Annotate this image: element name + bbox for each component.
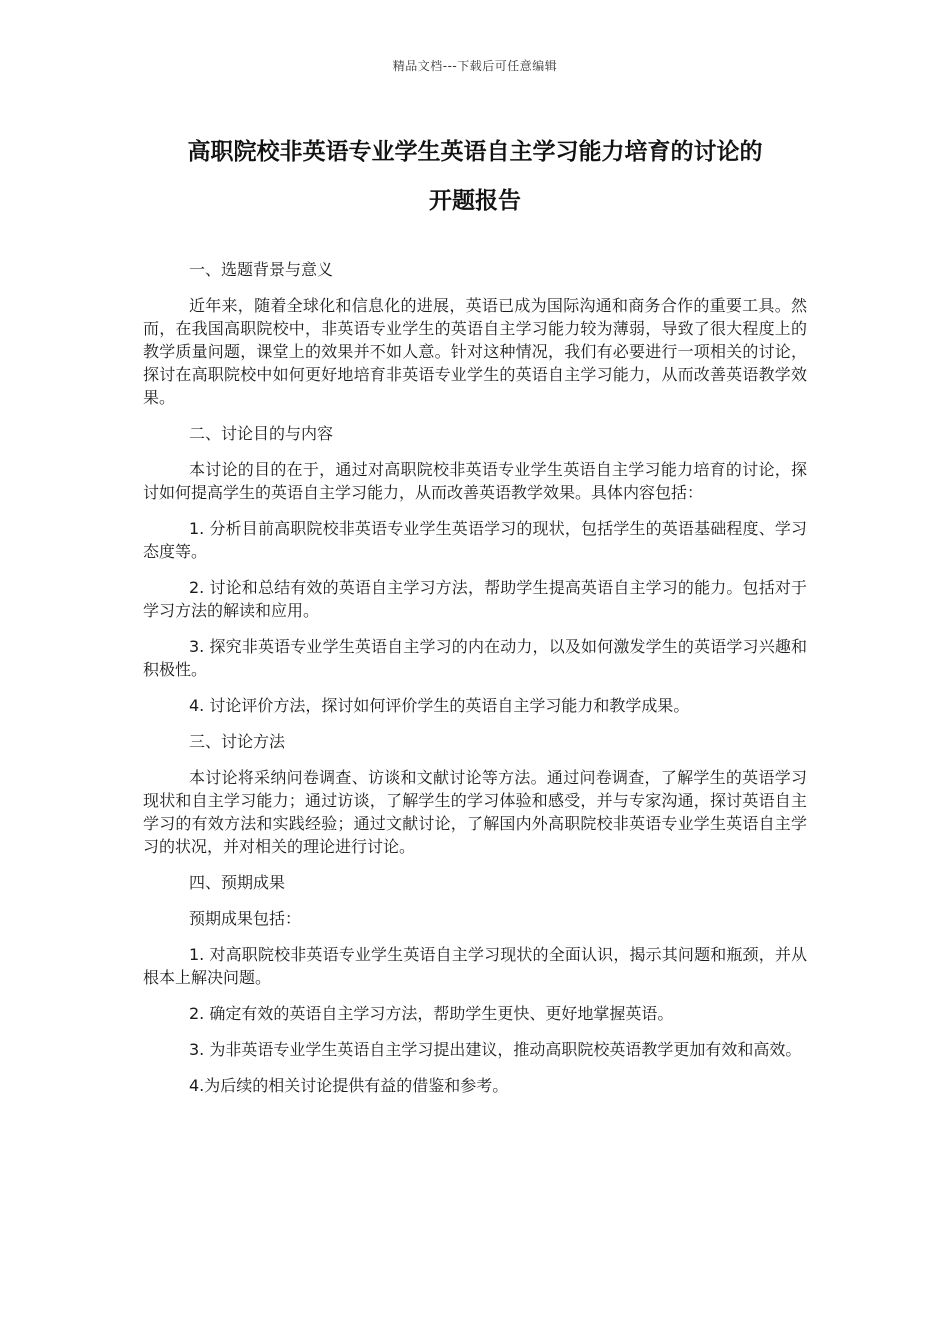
section-1-paragraph: 近年来，随着全球化和信息化的进展，英语已成为国际沟通和商务合作的重要工具。然而，在我国高职院校中，非英语专业学生的英语自主学习能力较为薄弱，导致了很大程度上的教学质量问题，课堂上的效果并不如人意。针对这种情况，我们有必要进行一项相关的讨论，探讨在高职院校中如何更好地培育非英语专业学生的英语自主学习能力，从而改善英语教学效果。 (143, 296, 807, 407)
section-4-heading: 四、预期成果 (189, 873, 286, 892)
section-2-paragraph: 本讨论的目的在于，通过对高职院校非英语专业学生英语自主学习能力培育的讨论，探讨如何提高学生的英语自主学习能力，从而改善英语教学效果。具体内容包括： (143, 460, 807, 502)
section-2-item-2: 2. 讨论和总结有效的英语自主学习方法，帮助学生提高英语自主学习的能力。包括对于学习方法的解读和应用。 (143, 578, 807, 620)
section-1-heading: 一、选题背景与意义 (189, 260, 334, 279)
header-note: 精品文档---下载后可任意编辑 (392, 59, 558, 73)
section-4-item-3: 3. 为非英语专业学生英语自主学习提出建议，推动高职院校英语教学更加有效和高效。 (189, 1040, 802, 1059)
section-2-item-4: 4. 讨论评价方法，探讨如何评价学生的英语自主学习能力和教学成果。 (189, 696, 690, 715)
section-2-heading: 二、讨论目的与内容 (189, 424, 334, 443)
section-4-item-2: 2. 确定有效的英语自主学习方法，帮助学生更快、更好地掌握英语。 (189, 1004, 674, 1023)
section-3-heading: 三、讨论方法 (189, 732, 286, 751)
document-body (143, 258, 807, 1097)
section-2-item-1: 1. 分析目前高职院校非英语专业学生英语学习的现状，包括学生的英语基础程度、学习态度等。 (143, 519, 807, 561)
section-3-paragraph: 本讨论将采纳问卷调查、访谈和文献讨论等方法。通过问卷调查，了解学生的英语学习现状和自主学习能力；通过访谈，了解学生的学习体验和感受，并与专家沟通，探讨英语自主学习的有效方法和实践经验；通过文献讨论，了解国内外高职院校非英语专业学生英语自主学习的状况，并对相关的理论进行讨论。 (143, 768, 807, 856)
document-title-line-1: 高职院校非英语专业学生英语自主学习能力培育的讨论的 (187, 139, 763, 165)
section-4-item-1: 1. 对高职院校非英语专业学生英语自主学习现状的全面认识，揭示其问题和瓶颈，并从根本上解决问题。 (143, 945, 807, 987)
section-4-item-4: 4.为后续的相关讨论提供有益的借鉴和参考。 (189, 1076, 509, 1095)
document-title-line-2: 开题报告 (429, 188, 521, 214)
section-2-item-3: 3. 探究非英语专业学生英语自主学习的内在动力，以及如何激发学生的英语学习兴趣和积极性。 (143, 637, 807, 679)
section-4-intro: 预期成果包括： (189, 909, 302, 928)
